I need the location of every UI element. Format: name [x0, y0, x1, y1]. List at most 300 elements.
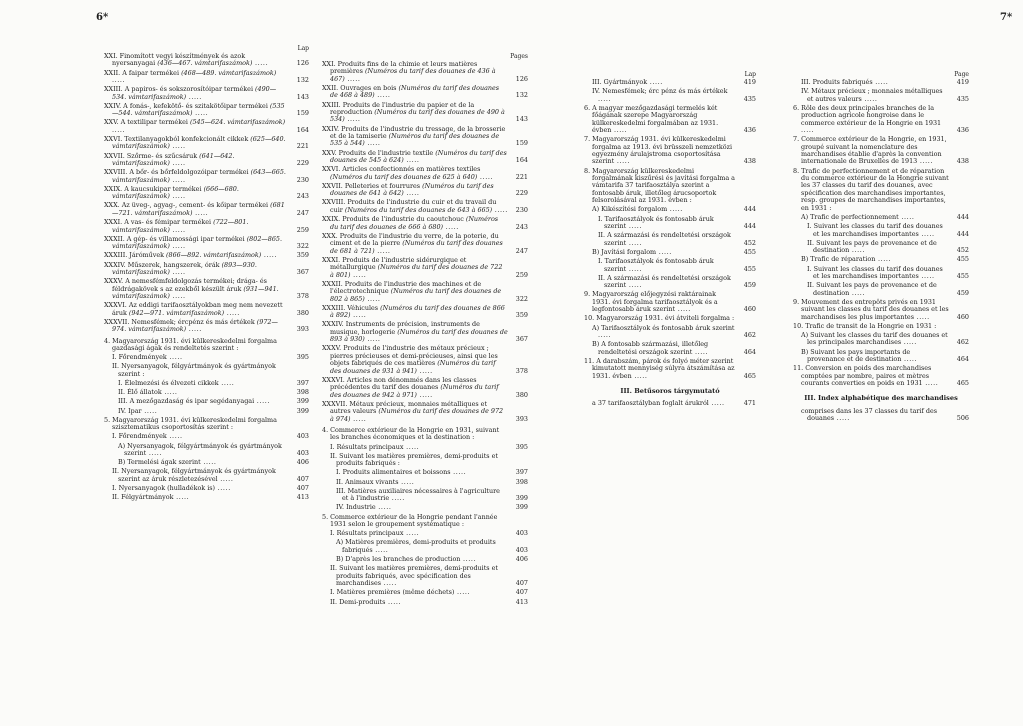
toc-entry-text [104, 319, 289, 334]
toc-entry-text [104, 153, 289, 168]
toc-page-number: 132 [296, 76, 309, 85]
leader-dots: ..... [169, 242, 186, 251]
toc-entry-text [322, 166, 508, 181]
toc-page-number: 221 [296, 142, 309, 151]
leader-dots: ..... [344, 115, 361, 124]
toc-page-number: 452 [743, 238, 756, 247]
leader-dots: ..... [403, 156, 420, 165]
toc-entry-text [322, 126, 508, 148]
toc-page-number: 378 [296, 291, 309, 300]
leader-dots: ..... [918, 229, 935, 238]
toc-entry-text [584, 136, 736, 166]
toc-entry-title: 5. Magyarország 1931. évi külkereskedelmi forgalma szisztematikus csoportosítás szerint : [104, 415, 277, 432]
toc-entry-text [584, 249, 736, 256]
toc-entry-note: (545—624. vámtarifaszámok) [189, 118, 286, 127]
toc-entry-note: (643—665. vámtarifaszámok) [112, 168, 286, 184]
page-column-header: Lap [297, 45, 309, 52]
toc-page-number: 419 [743, 78, 756, 86]
toc-entry-title: IV. Métaux précieux ; monnaies métalliques et autres valeurs [801, 87, 943, 103]
toc-entry-text [322, 305, 508, 320]
toc-page-number: 229 [515, 189, 528, 198]
toc-entry-title: XXV. Produits de l'industrie textile [322, 148, 434, 157]
toc-entry [104, 468, 309, 483]
toc-entry [104, 136, 309, 151]
toc-entry-title: XXXVI. Articles non dénommés dans les classes précédentes du tarif des douanes [322, 375, 477, 392]
toc-page-number: 465 [743, 371, 756, 380]
leader-dots: ..... [224, 308, 240, 317]
toc-entry-title: 11. Conversion en poids des marchandises comptées par nombre, paires et mètres courants converties en poids en 1931 [793, 364, 932, 387]
toc-page-number: 247 [515, 246, 528, 255]
toc-entry-text [322, 102, 508, 124]
toc-page-number: 406 [296, 458, 309, 467]
toc-entry-note: (641—642. vámtarifaszámok) [112, 151, 235, 168]
toc-entry-title: XXIX. Produits de l'industrie du caoutchouc [322, 215, 464, 224]
leader-dots: ..... [849, 246, 866, 255]
toc-entry [104, 354, 309, 361]
toc-page-number: 229 [296, 159, 309, 168]
toc-entry-text [104, 468, 289, 483]
toc-entry [584, 275, 756, 290]
toc-entry-text [322, 556, 508, 563]
leader-dots: ..... [166, 353, 183, 362]
toc-entry [322, 150, 528, 165]
toc-entry-text [322, 565, 508, 587]
toc-page-number: 143 [296, 92, 309, 101]
toc-entry [104, 459, 309, 466]
toc-entries [104, 53, 309, 334]
toc-entry [793, 266, 969, 281]
toc-entry-text [322, 530, 508, 537]
toc-entry-text [793, 299, 949, 321]
leader-dots: ..... [656, 247, 672, 256]
toc-entry-text [104, 169, 289, 184]
toc-entry-title: III. Matières auxiliaires nécessaires à l'agriculture et à l'industrie [336, 486, 500, 503]
toc-entry [322, 183, 528, 198]
toc-page-number: 397 [296, 378, 309, 387]
toc-entry-text [322, 377, 508, 399]
toc-entry-title: B) Javítási forgalom [592, 247, 657, 256]
toc-entry [793, 408, 969, 423]
toc-entry [104, 119, 309, 134]
toc-entry-text [584, 358, 736, 380]
toc-entry-text [104, 408, 289, 415]
toc-entry-text [793, 323, 949, 330]
toc-entry [104, 398, 309, 405]
toc-entry [104, 338, 309, 353]
toc-page-number: 259 [515, 270, 528, 279]
leader-dots: ..... [381, 579, 397, 588]
toc-entry-note: (Numéros du tarif des douanes de 666 à 680) [330, 215, 499, 231]
toc-entry-note: (Numéros du tarif des douanes de 893 à 930) [330, 327, 508, 344]
toc-page-number: 367 [296, 267, 309, 276]
toc-entry-title: XXVII. Pelleteries et fourrures [322, 181, 421, 190]
toc-entry-text [793, 240, 949, 255]
toc-entry [104, 186, 309, 201]
leader-dots: ..... [254, 397, 270, 406]
toc-entry [584, 168, 756, 205]
toc-entry-text [104, 86, 289, 101]
toc-entry-text [322, 589, 508, 596]
toc-entry-title: XXIX. A kaucsukipar termékei [104, 184, 202, 193]
toc-entry-title: A) Nyersanyagok, félgyártmányok és gyártmányok szerint [118, 441, 282, 458]
toc-column-hu-right [584, 70, 756, 410]
toc-entry-text [584, 88, 736, 103]
toc-page-number: 438 [956, 157, 969, 166]
toc-page-number: 398 [296, 388, 309, 397]
toc-entry [584, 400, 756, 407]
toc-entry [104, 103, 309, 118]
toc-page-number: 132 [515, 91, 528, 100]
toc-page-number: 399 [296, 397, 309, 406]
leader-dots: ..... [169, 225, 186, 234]
toc-page-number: 378 [515, 366, 528, 375]
toc-page-number: 359 [296, 251, 309, 260]
toc-entry-text [793, 79, 949, 86]
toc-page-number: 455 [743, 247, 756, 256]
toc-entry-title: 8. Magyarország külkereskedelmi forgalmának kiszűrési és javítási forgalma a vámtarifa 37 tarifaosztálya szerint a fontosabb áruk, illetőleg árucsoportok felsorolásával az 1931. évben : [584, 166, 735, 205]
toc-entry-text [584, 258, 736, 273]
toc-entry-title: XXI. Finomított vegyi készítmények és azok nyersanyagai [104, 52, 246, 68]
toc-entry [104, 252, 309, 259]
page-column-header: Pages [510, 53, 528, 60]
toc-entry [584, 341, 756, 356]
toc-page-number: 444 [956, 212, 969, 221]
toc-page-number: 444 [956, 229, 969, 238]
toc-page-number: 438 [743, 157, 756, 166]
toc-entry [104, 70, 309, 85]
toc-page-number: 464 [743, 347, 756, 356]
toc-entry [104, 408, 309, 415]
toc-tail [322, 427, 528, 606]
toc-entry [104, 262, 309, 277]
toc-page-number: 164 [515, 156, 528, 165]
leader-dots: ..... [364, 139, 381, 148]
toc-entry-text [584, 315, 736, 322]
toc-entry-title: XXVI. Articles confectionnés en matières textiles [322, 165, 481, 174]
toc-page-number: 399 [515, 503, 528, 512]
toc-page-number: 397 [515, 468, 528, 477]
toc-entry-text [104, 354, 289, 361]
toc-entry [322, 345, 528, 375]
toc-entry-text [584, 79, 736, 86]
toc-entry-text [584, 400, 736, 407]
toc-entry-title: B) D'après les branches de production [336, 555, 461, 564]
toc-page-number: 230 [296, 175, 309, 184]
toc-entry [104, 302, 309, 317]
toc-entry-text [584, 105, 736, 135]
leader-dots: ..... [350, 414, 367, 423]
toc-page-number: 459 [743, 281, 756, 290]
leader-dots: ..... [372, 545, 389, 554]
toc-entry [793, 136, 969, 166]
toc-entry-text [104, 53, 289, 68]
toc-entry-text [104, 186, 289, 201]
toc-entry [322, 216, 528, 231]
leader-dots: ..... [161, 388, 178, 397]
toc-entry-title: 11. A darabszám, párok és folyó méter szerint kimutatott mennyiség súlyra átszámítása az 1931. évben [584, 356, 735, 380]
toc-entry-title: 10. Magyarország 1931. évi átviteli forgalma : [584, 314, 735, 323]
toc-page-number: 464 [956, 354, 969, 363]
toc-column-fr-left [322, 52, 528, 608]
toc-entry-text [322, 444, 508, 451]
toc-entry [322, 85, 528, 100]
leader-dots: ..... [192, 109, 209, 118]
toc-entry-title: XXV. A textilipar termékei [104, 118, 188, 127]
leader-dots: ..... [492, 205, 508, 214]
toc-page-number: 126 [515, 74, 528, 83]
toc-entry [322, 565, 528, 587]
toc-entry-text [104, 443, 289, 458]
toc-entry [584, 258, 756, 273]
toc-entry [322, 166, 528, 181]
toc-entry [584, 291, 756, 313]
toc-entry-text [104, 202, 289, 217]
leader-dots: ..... [112, 125, 126, 134]
toc-entry-text [793, 168, 949, 212]
toc-entry-title: A) Trafic de perfectionnement [801, 212, 899, 221]
toc-entry-title: B) Suivant les pays importants de provenance et de destination [801, 347, 911, 363]
toc-entry-title: II. Animaux vivants [336, 477, 399, 486]
toc-entry-title: XXXIV. Műszerek, hangszerek, órák [104, 260, 220, 269]
toc-entry-text [584, 232, 736, 247]
toc-page-number: 462 [956, 338, 969, 347]
toc-entry-text [104, 219, 289, 234]
toc-entry-title: I. Tarifaosztályok és fontosabb áruk szerint [598, 257, 714, 273]
toc-page-number: 399 [296, 406, 309, 415]
toc-entry [322, 556, 528, 563]
leader-dots: ..... [252, 59, 269, 68]
leader-dots: ..... [834, 414, 850, 423]
leader-dots: ..... [898, 212, 915, 221]
toc-entry [104, 86, 309, 101]
toc-entry [104, 169, 309, 184]
toc-entry-title: B) Termelési ágak szerint [118, 458, 201, 467]
toc-entry-text [793, 105, 949, 135]
toc-entry-text [584, 291, 736, 313]
leader-dots: ..... [922, 378, 939, 387]
toc-page-number: 398 [515, 477, 528, 486]
toc-entry-title: 4. Magyarország 1931. évi külkereskedelmi forgalma gazdasági ágak és rendeltetés szerint : [104, 336, 277, 352]
toc-entry-title: II. A származási és rendeltetési országok szerint [598, 273, 731, 290]
toc-entry [584, 249, 756, 256]
toc-entry [793, 349, 969, 364]
toc-entry-title: I. Résultats principaux [330, 442, 404, 451]
toc-page-number: 471 [743, 399, 756, 408]
toc-page-number: 455 [956, 271, 969, 280]
leader-dots: ..... [344, 74, 361, 83]
toc-entry-note: (Numéros du tarif des douanes de 972 à 974) [330, 407, 504, 423]
toc-entry-text [104, 302, 289, 317]
leader-dots: ..... [169, 142, 186, 151]
toc-entry [793, 299, 969, 321]
leader-dots: ..... [872, 78, 889, 86]
toc-entry-title: B) A fontosabb származási, illetőleg rendeltetési országok szerint [592, 340, 709, 356]
toc-entry [104, 443, 309, 458]
leader-dots: ..... [385, 597, 402, 606]
toc-entry-text [322, 504, 508, 511]
toc-page-number: 380 [296, 308, 309, 317]
toc-entry-note: (Numéros du tarif des douanes de 722 à 801) [330, 263, 503, 279]
toc-entry-text [104, 262, 289, 277]
toc-page-number: 403 [515, 529, 528, 538]
toc-entry [793, 79, 969, 86]
toc-column-hu-left [104, 44, 309, 503]
toc-entry-title: comprises dans les 37 classes du tarif des douanes [801, 406, 938, 423]
toc-page-number: 322 [515, 294, 528, 303]
toc-page-number: 407 [515, 579, 528, 588]
toc-page-number: 243 [515, 222, 528, 231]
toc-entry-text [322, 85, 508, 100]
toc-entry-title: XXVI. Textilanyagokból konfekcionált cikkek [104, 135, 249, 144]
toc-entry-title: XXVIII. A bőr- és bőrfeldolgozóipar termékei [104, 168, 249, 177]
toc-entry-title: I. Matières premières (même déchets) [330, 588, 455, 597]
toc-entry-note: (Numéros du tarif des douanes de 802 à 865) [330, 287, 502, 303]
toc-entry-text [322, 257, 508, 279]
toc-entry [322, 469, 528, 476]
toc-entry [793, 223, 969, 238]
toc-page-number: 455 [956, 255, 969, 264]
leader-dots: ..... [374, 91, 391, 100]
toc-entry-note: (931—941. vámtarifaszámok) [112, 284, 279, 300]
toc-entry-title: IV. Industrie [336, 503, 376, 512]
toc-entry [322, 504, 528, 511]
leader-dots: ..... [389, 494, 405, 503]
toc-entry-text [793, 408, 949, 423]
toc-entry [104, 417, 309, 432]
leader-dots: ..... [261, 251, 278, 260]
leader-dots: ..... [443, 222, 459, 231]
toc-page-number: 435 [743, 94, 756, 103]
toc-entry-title: IV. Ipar [118, 406, 142, 415]
toc-page-number: 407 [515, 588, 528, 597]
toc-entry-title: 4. Commerce extérieur de la Hongrie en 1931, suivant les branches économiques et la destination : [322, 426, 500, 442]
leader-dots: ..... [626, 222, 643, 231]
leader-dots: ..... [477, 172, 494, 181]
toc-column-fr-right [793, 70, 969, 424]
toc-page-number: 413 [515, 597, 528, 606]
toc-page-number: 159 [515, 139, 528, 148]
toc-entry-title: XXXII. A gép- és villamossági ipar termékei [104, 234, 245, 243]
toc-entry-title: XXXVII. Nemesfémek; ércpénz és más értékek [104, 317, 255, 326]
leader-dots: ..... [416, 366, 433, 375]
leader-dots: ..... [675, 305, 691, 314]
toc-entry-title: II. Suivant les pays de provenance et de destination [807, 238, 937, 255]
leader-dots: ..... [626, 238, 643, 247]
toc-entry-text [793, 88, 949, 103]
toc-entry-text [104, 363, 289, 378]
toc-page-number: 126 [296, 59, 309, 68]
section-entries [584, 400, 756, 407]
toc-entry [322, 102, 528, 124]
leader-dots: ..... [626, 264, 643, 273]
toc-entry-title: B) Trafic de réparation [801, 255, 876, 264]
toc-entry-text [322, 469, 508, 476]
toc-entry [793, 88, 969, 103]
toc-entry-text [104, 389, 289, 396]
toc-page-number: 395 [515, 442, 528, 451]
toc-entry-text [104, 119, 289, 134]
toc-entry-title: 7. Magyarország 1931. évi külkereskedelmi forgalma az 1913. évi brüsszeli nemzetközi egyezmény árulajstroma csoportosítása szerint [584, 135, 733, 166]
toc-entry-note: (972—974. vámtarifaszámok) [112, 317, 278, 334]
leader-dots: ..... [403, 529, 420, 538]
toc-entry [793, 365, 969, 387]
toc-entry [322, 61, 528, 83]
toc-entry-note: (722—801. vámtarifaszámok) [112, 218, 249, 234]
toc-entry-text [793, 214, 949, 221]
toc-entry [793, 105, 969, 135]
toc-entry-note: (893—930. vámtarifaszámok) [112, 260, 257, 276]
toc-entry [584, 358, 756, 380]
toc-page-number: 380 [515, 390, 528, 399]
leader-dots: ..... [169, 291, 186, 300]
toc-entry-text [322, 401, 508, 423]
toc-entry-text [322, 233, 508, 255]
leader-dots: ..... [374, 246, 391, 255]
leader-dots: ..... [398, 477, 415, 486]
toc-page-number: 367 [515, 335, 528, 344]
toc-entry-title: II. Suivant les matières premières, demi-produits et produits fabriqués, avec spécification des marchandises [330, 564, 498, 588]
leader-dots: ..... [166, 432, 183, 441]
toc-page-number: 444 [743, 222, 756, 231]
toc-entry-note: (Numéros du tarif des douanes de 931 à 941) [330, 359, 496, 375]
toc-entry-title: XXXIII. Véhicules [322, 303, 379, 312]
toc-entry [322, 488, 528, 503]
leader-dots: ..... [364, 294, 381, 303]
toc-entry-title: I. Főrendmények [112, 353, 167, 362]
leader-dots: ..... [112, 76, 126, 85]
toc-entry-text [104, 70, 289, 85]
toc-entry-text [793, 282, 949, 297]
toc-entry-text [104, 380, 289, 387]
leader-dots: ..... [169, 159, 186, 168]
toc-entry-text [322, 427, 508, 442]
toc-entry [322, 233, 528, 255]
toc-entry-title: I. Produits alimentaires et boissons [336, 468, 451, 477]
toc-entry-title: I. Résultats principaux [330, 529, 404, 538]
toc-entry-text [322, 183, 508, 198]
toc-entry-text [322, 216, 508, 231]
toc-entry-text [104, 494, 289, 501]
toc-page-number: 460 [743, 305, 756, 314]
toc-entry-text [584, 168, 736, 205]
toc-entry [584, 79, 756, 86]
toc-entry [104, 363, 309, 378]
page-column-header: Lap [744, 71, 756, 78]
toc-entry [793, 323, 969, 330]
section-title: III. Betűsoros tárgymutató [620, 386, 720, 395]
toc-entry-text [793, 332, 949, 347]
leader-dots: ..... [173, 493, 190, 502]
toc-entry-text [793, 365, 949, 387]
toc-entry-title: II. A származási és rendeltetési országok szerint [598, 231, 731, 247]
toc-page-number: 259 [296, 225, 309, 234]
toc-entry [584, 315, 756, 322]
toc-entry-text [322, 599, 508, 606]
leader-dots: ..... [626, 281, 643, 290]
toc-entry-note: (666—680. vámtarifaszámok) [112, 184, 239, 201]
toc-entry-title: XXXI. Produits de l'industrie sidérurgique et métallurgique [322, 255, 467, 272]
toc-entry [584, 88, 756, 103]
toc-entry-title: A) Suivant les classes du tarif des douanes et les principales marchandises [801, 330, 948, 347]
toc-entry-title: XXX. Az üveg-, agyag-, cement- és kőipar termékei [104, 201, 269, 210]
toc-entry-title: XXII. Ouvrages en bois [322, 84, 397, 93]
toc-entry [322, 427, 528, 442]
leader-dots: ..... [901, 354, 918, 363]
toc-entry-note: (942—971. vámtarifaszámok) [128, 308, 225, 317]
toc-entry-title: I. Nyersanyagok (hulladékok is) [112, 484, 216, 493]
toc-entry-text [322, 539, 508, 554]
toc-entry-title: XXVII. Szőrme- és szűcsáruk [104, 151, 198, 160]
